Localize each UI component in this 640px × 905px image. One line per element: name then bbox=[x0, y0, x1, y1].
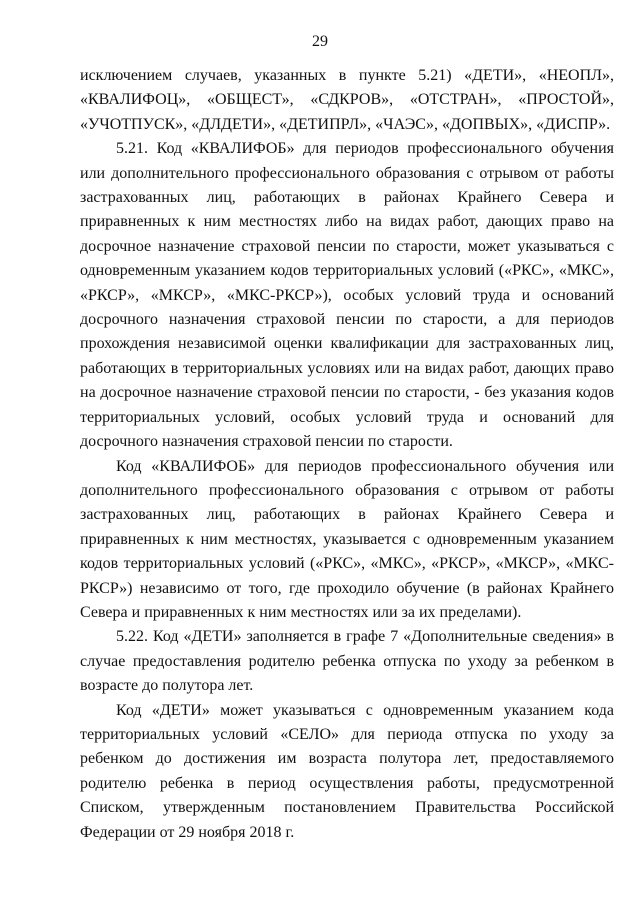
page-number: 29 bbox=[312, 33, 328, 50]
paragraph-continued: исключением случаев, указанных в пункте 5.21) «ДЕТИ», «НЕОПЛ», «КВАЛИФОЦ», «ОБЩЕСТ», «СДКРОВ», «ОТСТРАН», «ПРОСТОЙ», «УЧОТПУСК», «ДЛДЕТИ», «ДЕТИПРЛ», «ЧАЭС», «ДОПВЫХ», «ДИСПР». bbox=[80, 67, 614, 133]
paragraph-5-22: 5.22. Код «ДЕТИ» заполняется в графе 7 «Дополнительные сведения» в случае предоставления родителю ребенка отпуска по уходу за ребенком в возрасте до полутора лет. bbox=[80, 628, 614, 695]
paragraph-kvalifob: Код «КВАЛИФОБ» для периодов профессионального обучения или дополнительного профессионального образования с отрывом от работы застрахованных лиц, работающих в районах Крайнего Севера и приравненных к ним местностях, указывается с одновременным указанием кодов территориальных условий («РКС», «МКС», «РКСР», «МКСР», «МКС-РКСР») независимо от того, где проходило обучение (в районах Крайнего Севера и приравненных к ним местностях или за их пределами). bbox=[80, 457, 614, 621]
document-body bbox=[80, 64, 614, 845]
paragraph-deti: Код «ДЕТИ» может указываться с одновременным указанием кода территориальных условий «СЕЛО» для периода отпуска по уходу за ребенком до достижения им возраста полутора лет, предоставляемого родителю ребенка в период осуществления работы, предусмотренной Списком, утвержденным постановлением Правительства Российской Федерации от 29 ноября 2018 г. bbox=[80, 701, 614, 841]
paragraph-5-21: 5.21. Код «КВАЛИФОБ» для периодов профессионального обучения или дополнительного профессионального образования с отрывом от работы застрахованных лиц, работающих в районах Крайнего Севера и приравненных к ним местностях либо на видах работ, дающих право на досрочное назначение страховой пенсии по старости, может указываться с одновременным указанием кодов территориальных условий («РКС», «МКС», «РКСР», «МКСР», «МКС-РКСР»), особых условий труда и оснований досрочного назначения страховой пенсии по старости, а для периодов прохождения независимой оценки квалификации для застрахованных лиц, работающих в территориальных условиях или на видах работ, дающих право на досрочное назначение страховой пенсии по старости, - без указания кодов территориальных условий, особых условий труда и оснований для досрочного назначения страховой пенсии по старости. bbox=[80, 140, 614, 451]
